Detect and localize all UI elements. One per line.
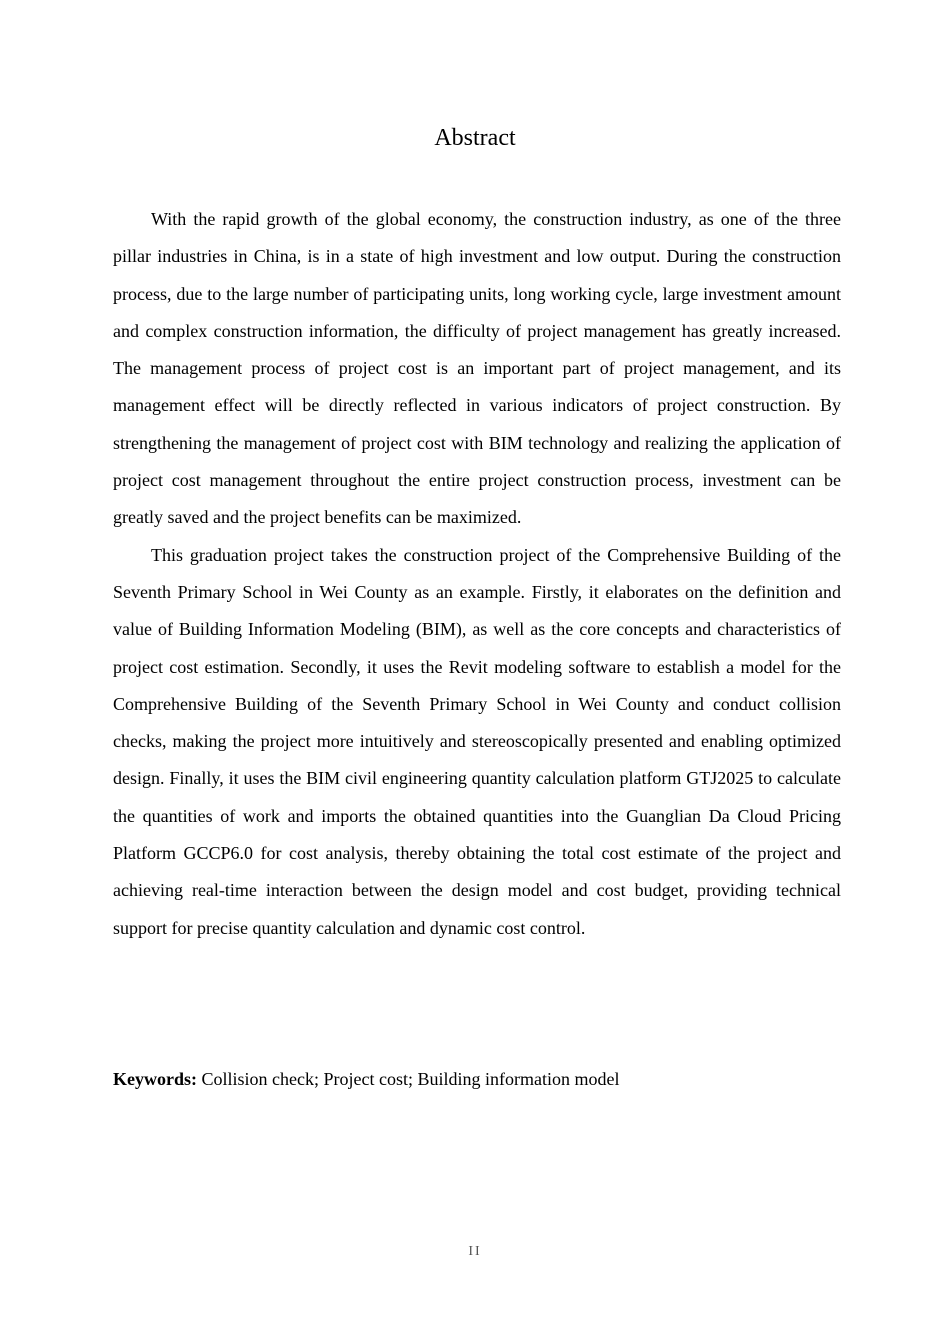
page-title: Abstract: [434, 125, 516, 151]
keywords-line: [113, 1062, 841, 1096]
page-number: II: [468, 1244, 482, 1259]
abstract-paragraph-2: This graduation project takes the construction project of the Comprehensive Building of the Seventh Primary School in Wei County as an example. Firstly, it elaborates on the definition and value of Building Information Modeling (BIM), as well as the core concepts and characteristics of project cost estimation. Secondly, it uses the Revit modeling software to establish a model for the Comprehensive Building of the Seventh Primary School in Wei County and conduct collision checks, making the project more intuitively and stereoscopically presented and enabling optimized design. Finally, it uses the BIM civil engineering quantity calculation platform GTJ2025 to calculate the quantities of work and imports the obtained quantities into the Guanglian Da Cloud Pricing Platform GCCP6.0 for cost analysis, thereby obtaining the total cost estimate of the project and achieving real-time interaction between the design model and cost budget, providing technical support for precise quantity calculation and dynamic cost control.: [113, 544, 841, 938]
keywords-label: Keywords:: [113, 1069, 197, 1089]
keywords-text: Collision check; Project cost; Building information model: [201, 1069, 620, 1089]
abstract-body: [113, 201, 841, 947]
abstract-paragraph-1: With the rapid growth of the global economy, the construction industry, as one of the three pillar industries in China, is in a state of high investment and low output. During the construction process, due to the large number of participating units, long working cycle, large investment amount and complex construction information, the difficulty of project management has greatly increased. The management process of project cost is an important part of project management, and its management effect will be directly reflected in various indicators of project construction. By strengthening the management of project cost with BIM technology and realizing the application of project cost management throughout the entire project construction process, investment can be greatly saved and the project benefits can be maximized.: [113, 209, 841, 528]
